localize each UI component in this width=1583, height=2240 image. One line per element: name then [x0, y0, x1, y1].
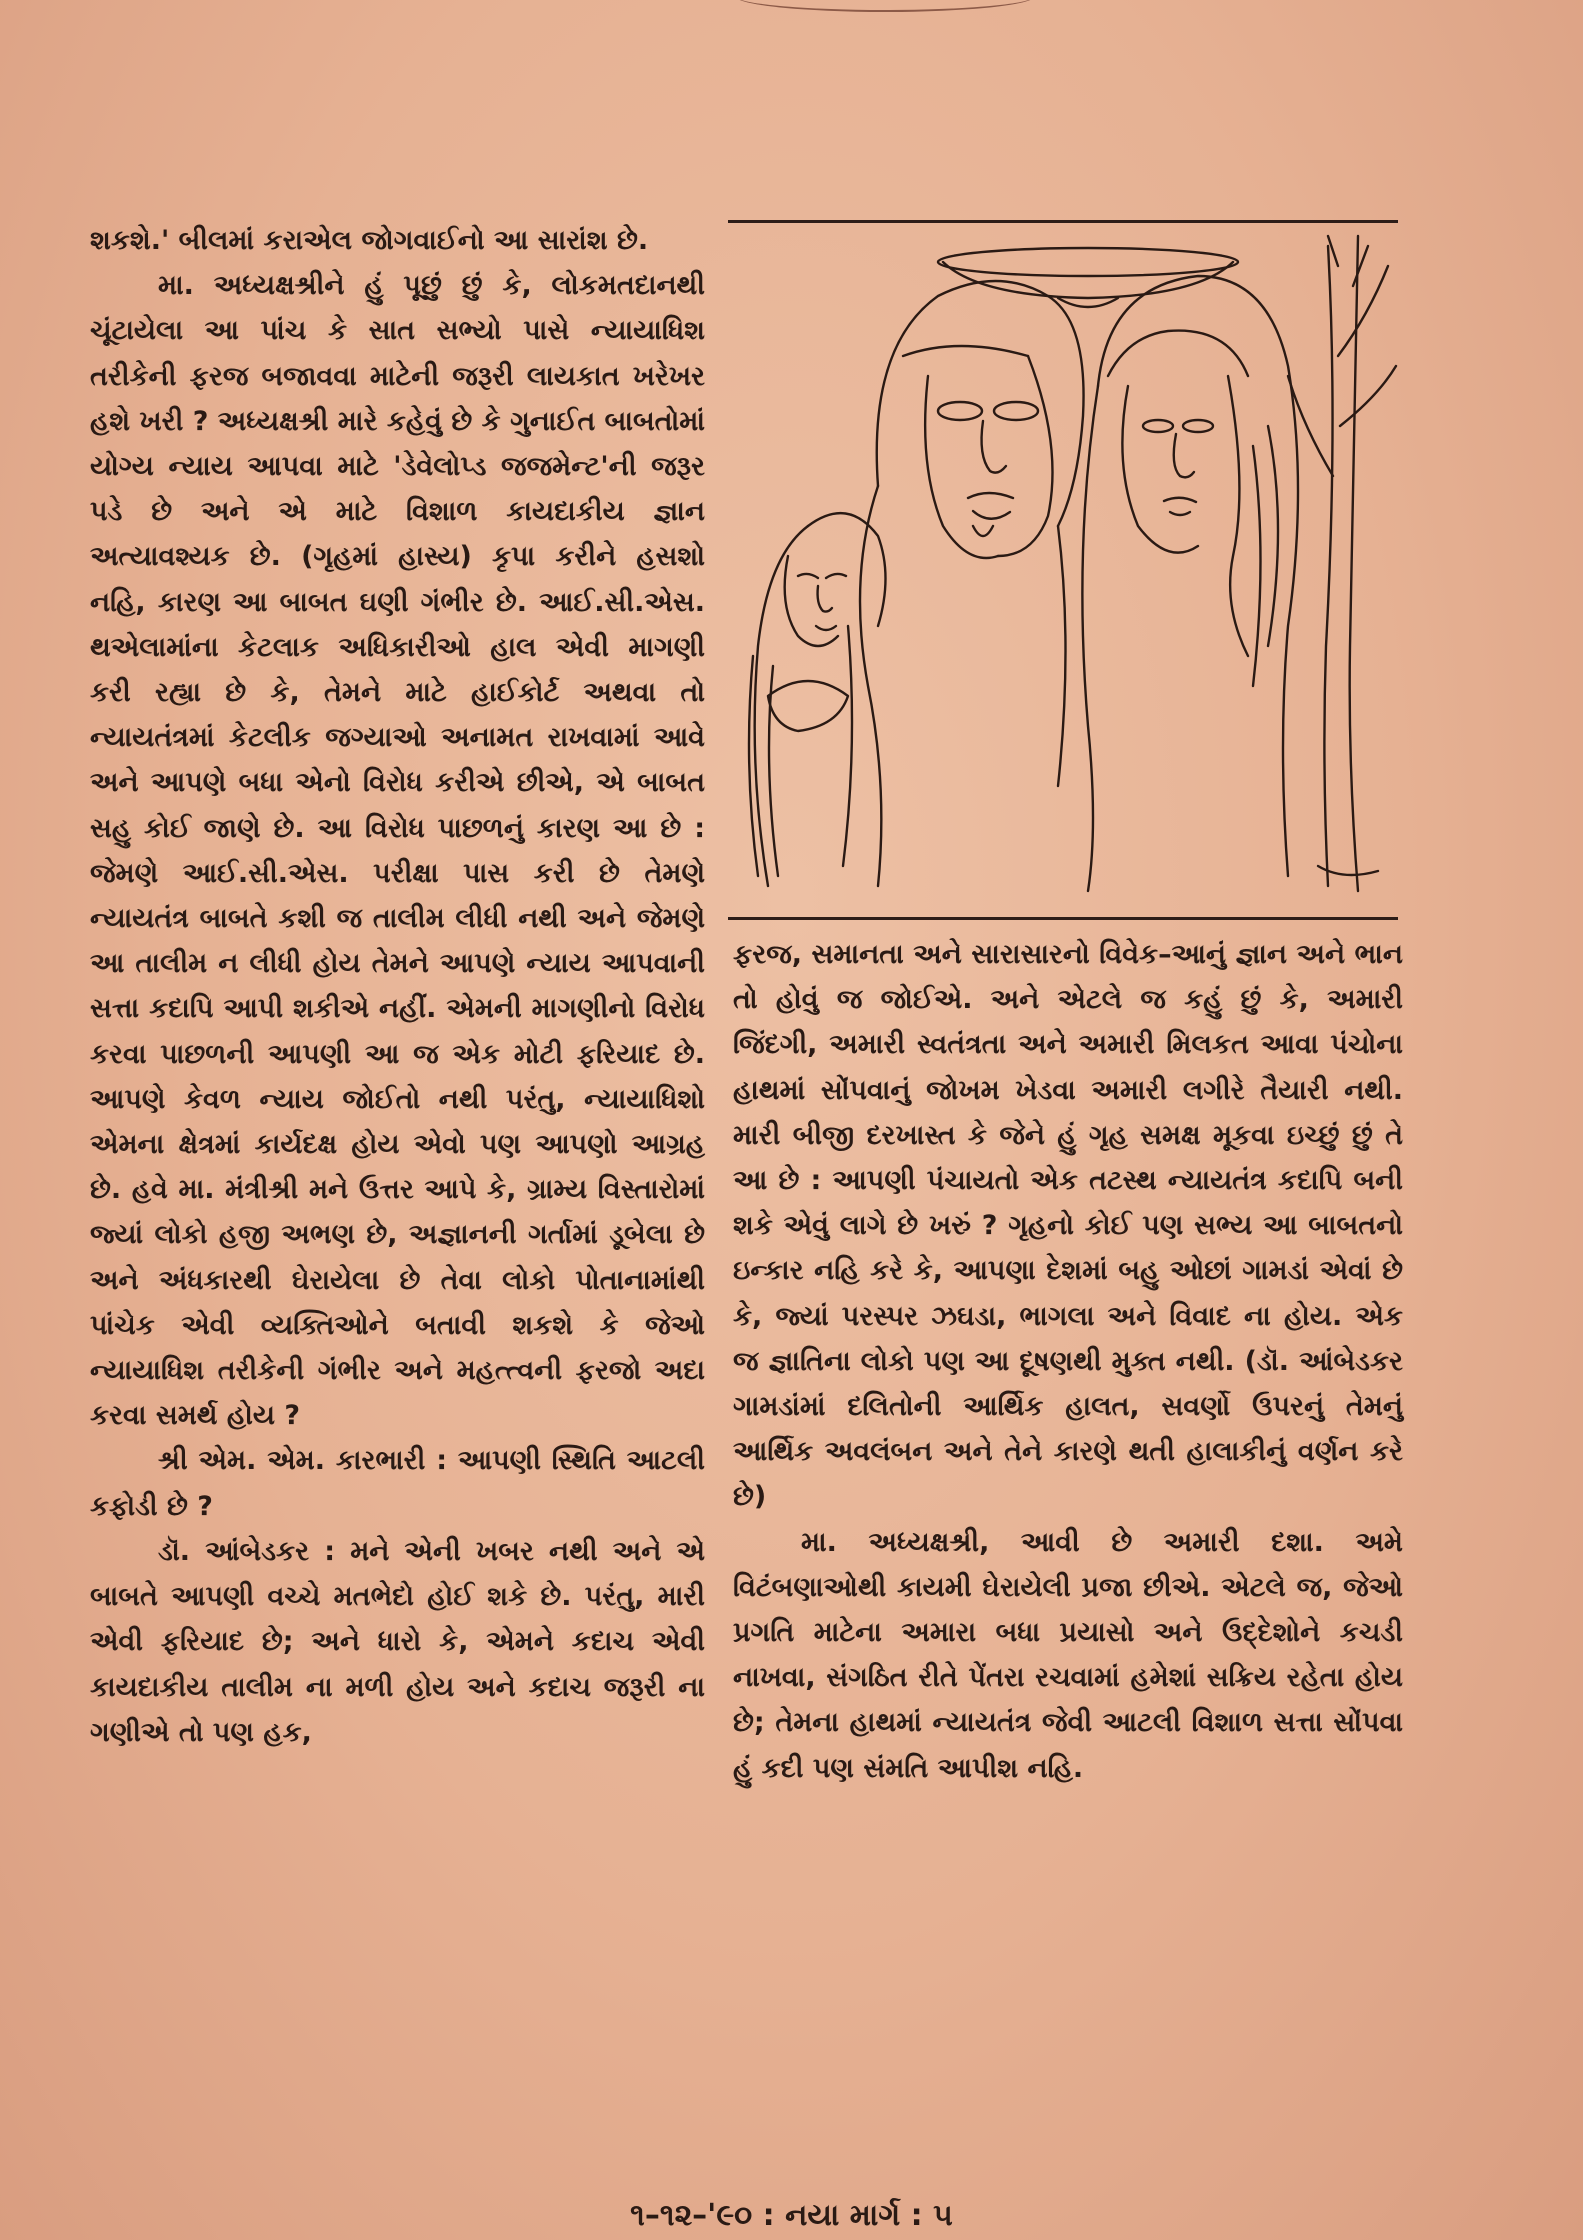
- left-column: [90, 218, 705, 1755]
- speaker-karbhari-name: શ્રી એમ. એમ. કારભારી: [158, 1445, 426, 1477]
- left-paragraph-1: શકશે.' બીલમાં કરાએલ જોગવાઈનો આ સારાંશ છે.: [90, 225, 649, 256]
- speaker-ambedkar-text: : મને એની ખબર નથી અને એ બાબતે આપણી વચ્ચે મતભેદો હોઈ શકે છે. પરંતુ, મારી એવી ફરિયાદ છે; અને ધારો કે, એમને કદાચ એવી કાયદાકીય તાલીમ ના મળી હોય અને કદાચ જરૂરી ના ગણીએ તો પણ હક,: [90, 1535, 705, 1748]
- illustration-bottom-rule: [728, 917, 1398, 920]
- right-paragraph-1: ફરજ, સમાનતા અને સારાસારનો વિવેક–આનું જ્ઞાન અને ભાન તો હોવું જ જોઈએ. અને એટલે જ કહું છું કે, અમારી જિંદગી, અમારી સ્વતંત્રતા અને અમારી મિલકત આવા પંચોના હાથમાં સોંપવાનું જોખમ ખેડવા અમારી લગીરે તૈયારી નથી. મારી બીજી દરખાસ્ત કે જેને હું ગૃહ સમક્ષ મૂકવા ઇચ્છું છું તે આ છે : આપણી પંચાયતો એક તટસ્થ ન્યાયતંત્ર કદાપિ બની શકે એવું લાગે છે ખરું ? ગૃહનો કોઈ પણ સભ્ય આ બાબતનો ઇન્કાર નહિ કરે કે, આપણા દેશમાં બહુ ઓછાં ગામડાં એવાં છે કે, જ્યાં પરસ્પર ઝઘડા, ભાગલા અને વિવાદ ના હોય. એક જ જ્ઞાતિના લોકો પણ આ દૂષણથી મુક્ત નથી. (ડૉ. આંબેડકર ગામડાંમાં દલિતોની આર્થિક હાલત, સવર્ણો ઉપરનું તેમનું આર્થિક અવલંબન અને તેને કારણે થતી હાલાકીનું વર્ણન કરે છે): [733, 939, 1403, 1513]
- illustration-three-women-sketch: [728, 226, 1398, 914]
- left-paragraph-2: મા. અધ્યક્ષશ્રીને હું પૂછું છું કે, લોકમતદાનથી ચૂંટાયેલા આ પાંચ કે સાત સભ્યો પાસે ન્યાયાધિશ તરીકેની ફરજ બજાવવા માટેની જરૂરી લાયકાત ખરેખર હશે ખરી ? અધ્યક્ષશ્રી મારે કહેવું છે કે ગુનાઈત બાબતોમાં યોગ્ય ન્યાય આપવા માટે 'ડેવેલોપ્ડ જજમેન્ટ'ની જરૂર પડે છે અને એ માટે વિશાળ કાયદાકીય જ્ઞાન અત્યાવશ્યક છે. (ગૃહમાં હાસ્ય) કૃપા કરીને હસશો નહિ, કારણ આ બાબત ઘણી ગંભીર છે. આઈ.સી.એસ. થએલામાંના કેટલાક અધિકારીઓ હાલ એવી માગણી કરી રહ્યા છે કે, તેમને માટે હાઈકોર્ટ અથવા તો ન્યાયતંત્રમાં કેટલીક જગ્યાઓ અનામત રાખવામાં આવે અને આપણે બધા એનો વિરોધ કરીએ છીએ, એ બાબત સહુ કોઈ જાણે છે. આ વિરોધ પાછળનું કારણ આ છે : જેમણે આઈ.સી.એસ. પરીક્ષા પાસ કરી છે તેમણે ન્યાયતંત્ર બાબતે કશી જ તાલીમ લીધી નથી અને જેમણે આ તાલીમ ન લીધી હોય તેમને આપણે ન્યાય આપવાની સત્તા કદાપિ આપી શકીએ નહીં. એમની માગણીનો વિરોધ કરવા પાછળની આપણી આ જ એક મોટી ફરિયાદ છે. આપણે કેવળ ન્યાય જોઈતો નથી પરંતુ, ન્યાયાધિશો એમના ક્ષેત્રમાં કાર્યદક્ષ હોય એવો પણ આપણો આગ્રહ છે. હવે મા. મંત્રીશ્રી મને ઉત્તર આપે કે, ગ્રામ્ય વિસ્તારોમાં જ્યાં લોકો હજી અભણ છે, અજ્ઞાનની ગર્તામાં ડૂબેલા છે અને અંધકારથી ઘેરાયેલા છે તેવા લોકો પોતાનામાંથી પાંચેક એવી વ્યક્તિઓને બતાવી શકશે કે જેઓ ન્યાયાધિશ તરીકેની ગંભીર અને મહત્ત્વની ફરજો અદા કરવા સમર્થ હોય ?: [90, 270, 705, 1432]
- right-paragraph-2: મા. અધ્યક્ષશ્રી, આવી છે અમારી દશા. અમે વિટંબણાઓથી કાયમી ઘેરાયેલી પ્રજા છીએ. એટલે જ, જેઓ પ્રગતિ માટેના અમારા બધા પ્રયાસો અને ઉદ્દેશોને કચડી નાખવા, સંગઠિત રીતે પેંતરા રચવામાં હમેશાં સક્રિય રહેતા હોય છે; તેમના હાથમાં ન્યાયતંત્ર જેવી આટલી વિશાળ સત્તા સોંપવા હું કદી પણ સંમતિ આપીશ નહિ.: [733, 1526, 1403, 1784]
- speaker-karbhari-text: : આપણી સ્થિતિ આટલી કફોડી છે ?: [90, 1445, 705, 1522]
- speaker-karbhari-paragraph: [90, 1438, 705, 1528]
- right-column: [733, 932, 1403, 1791]
- page-footer: ૧–૧૨–'૯૦ : નયા માર્ગ : ૫: [630, 2198, 953, 2233]
- speaker-ambedkar-paragraph: [90, 1529, 705, 1755]
- speaker-ambedkar-name: ડૉ. આંબેડકર: [158, 1535, 310, 1567]
- illustration-top-rule: [728, 220, 1398, 223]
